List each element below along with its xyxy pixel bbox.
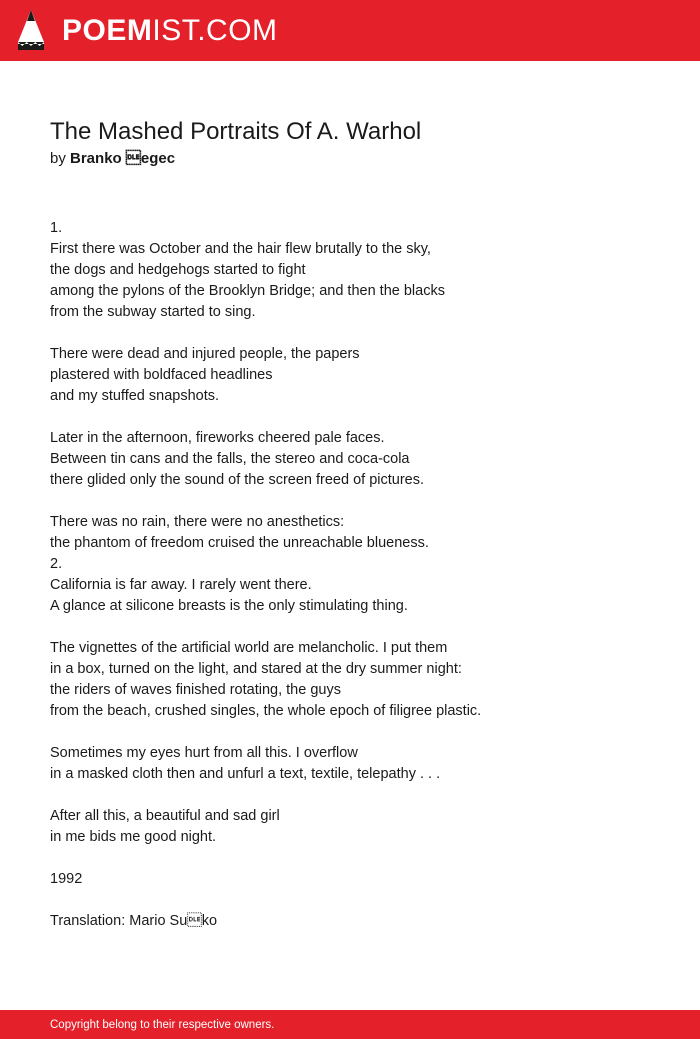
poem-line: There were dead and injured people, the papers [50,346,360,362]
pencil-tip-icon[interactable] [16,9,46,51]
poem-line [50,722,670,743]
brand-bold: POEM [62,14,153,47]
poem-line: in a box, turned on the light, and stared at the dry summer night: [50,661,462,677]
poem-line: 1. [50,220,63,236]
poem-line: the riders of waves finished rotating, the guys [50,682,341,698]
site-footer [0,1010,700,1039]
poem-line: There was no rain, there were no anesthetics: [50,514,345,530]
poem-line: in a masked cloth then and unfurl a text, textile, telepathy . . . [50,766,441,782]
poem-line: the dogs and hedgehogs started to fight [50,262,306,278]
poem-line [50,785,670,806]
poem-line: California is far away. I rarely went there. [50,577,312,593]
poem-line: Translation: Mario Suko [50,913,218,929]
poem-title: The Mashed Portraits Of A. Warhol [50,118,422,145]
byline [50,148,175,170]
copyright-text: Copyright belong to their respective owners. [50,1019,275,1031]
brand-light: IST.COM [152,14,278,47]
poem-line: The vignettes of the artificial world are melancholic. I put them [50,640,448,656]
author-name: Branko egec [70,150,176,167]
by-prefix: by [50,150,66,167]
poem-line: among the pylons of the Brooklyn Bridge; and then the blacks [50,283,445,299]
poem-line: Later in the afternoon, fireworks cheered pale faces. [50,430,385,446]
poem-line [50,323,670,344]
poem-line: the phantom of freedom cruised the unreachable blueness. [50,535,429,551]
poem-line: 2. [50,556,63,572]
poem-line [50,491,670,512]
poem-line: Between tin cans and the falls, the stereo and coca-cola [50,451,410,467]
poem-line: First there was October and the hair flew brutally to the sky, [50,241,431,257]
poem-line [50,407,670,428]
poem-body [50,218,670,932]
poem-line: and my stuffed snapshots. [50,388,220,404]
site-logo-text[interactable] [62,11,278,51]
poem-line: from the beach, crushed singles, the whole epoch of filigree plastic. [50,703,482,719]
site-header [0,0,700,61]
poem-line: plastered with boldfaced headlines [50,367,273,383]
poem-line: in me bids me good night. [50,829,217,845]
poem-line [50,890,670,911]
poem-line [50,617,670,638]
poem-line: After all this, a beautiful and sad girl [50,808,280,824]
poem-line: from the subway started to sing. [50,304,256,320]
poem-line: there glided only the sound of the screen freed of pictures. [50,472,425,488]
poem-line [50,848,670,869]
poem-line: 1992 [50,871,83,887]
poem-line: A glance at silicone breasts is the only stimulating thing. [50,598,408,614]
poem-line: Sometimes my eyes hurt from all this. I overflow [50,745,358,761]
